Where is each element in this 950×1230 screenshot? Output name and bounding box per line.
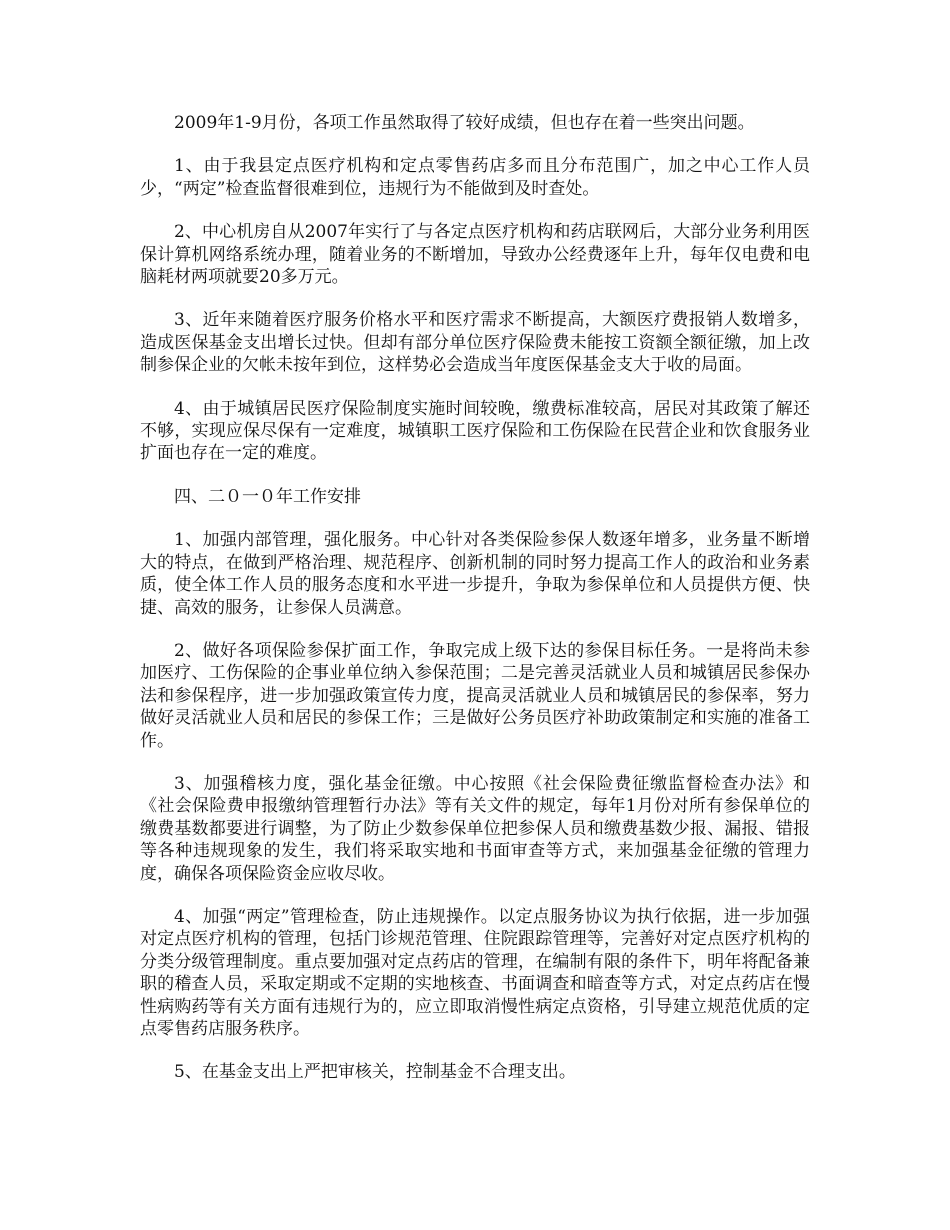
paragraph-problem-4: 4、由于城镇居民医疗保险制度实施时间较晚，缴费标准较高，居民对其政策了解还不够，实现应保尽保有一定难度，城镇职工医疗保险和工伤保险在民营企业和饮食服务业扩面也存在一定的难度。 (140, 398, 810, 464)
paragraph-problem-2: 2、中心机房自从2007年实行了与各定点医疗机构和药店联网后，大部分业务利用医保计算机网络系统办理，随着业务的不断增加，导致办公经费逐年上升，每年仅电费和电脑耗材两项就要20多万元。 (140, 222, 810, 288)
document-body (140, 112, 810, 1105)
paragraph-problem-3: 3、近年来随着医疗服务价格水平和医疗需求不断提高，大额医疗费报销人数增多，造成医保基金支出增长过快。但却有部分单位医疗保险费未能按工资额全额征缴，加上改制参保企业的欠帐未按年到位，这样势必会造成当年度医保基金支大于收的局面。 (140, 310, 810, 376)
paragraph-plan-3: 3、加强稽核力度，强化基金征缴。中心按照《社会保险费征缴监督检查办法》和《社会保险费申报缴纳管理暂行办法》等有关文件的规定，每年1月份对所有参保单位的缴费基数都要进行调整，为了防止少数参保单位把参保人员和缴费基数少报、漏报、错报等各种违规现象的发生，我们将采取实地和书面审查等方式，来加强基金征缴的管理力度，确保各项保险资金应收尽收。 (140, 773, 810, 884)
paragraph-plan-5: 5、在基金支出上严把审核关，控制基金不合理支出。 (174, 1062, 576, 1083)
section-heading-2010-plan: 四、二０一０年工作安排 (174, 486, 361, 507)
paragraph-plan-2: 2、做好各项保险参保扩面工作，争取完成上级下达的参保目标任务。一是将尚未参加医疗、工伤保险的企事业单位纳入参保范围；二是完善灵活就业人员和城镇居民参保办法和参保程序，进一步加强政策宣传力度，提高灵活就业人员和城镇居民的参保率，努力做好灵活就业人员和居民的参保工作；三是做好公务员医疗补助政策制定和实施的准备工作。 (140, 640, 810, 751)
paragraph-problem-1: 1、由于我县定点医疗机构和定点零售药店多而且分布范围广，加之中心工作人员少，“两定”检查监督很难到位，违规行为不能做到及时查处。 (140, 156, 810, 199)
paragraph-plan-1: 1、加强内部管理，强化服务。中心针对各类保险参保人数逐年增多，业务量不断增大的特点，在做到严格治理、规范程序、创新机制的同时努力提高工作人的政治和业务素质，使全体工作人员的服务态度和水平进一步提升，争取为参保单位和人员提供方便、快捷、高效的服务，让参保人员满意。 (140, 530, 810, 618)
paragraph-problems-intro: 2009年1-9月份，各项工作虽然取得了较好成绩，但也存在着一些突出问题。 (174, 113, 755, 133)
paragraph-plan-4: 4、加强“两定”管理检查，防止违规操作。以定点服务协议为执行依据，进一步加强对定点医疗机构的管理，包括门诊规范管理、住院跟踪管理等，完善好对定点医疗机构的分类分级管理制度。重点要加强对定点药店的管理，在编制有限的条件下，明年将配备兼职的稽查人员，采取定期或不定期的实地核查、书面调查和暗查等方式，对定点药店在慢性病购药等有关方面有违规行为的，应立即取消慢性病定点资格，引导建立规范优质的定点零售药店服务秩序。 (140, 906, 810, 1039)
